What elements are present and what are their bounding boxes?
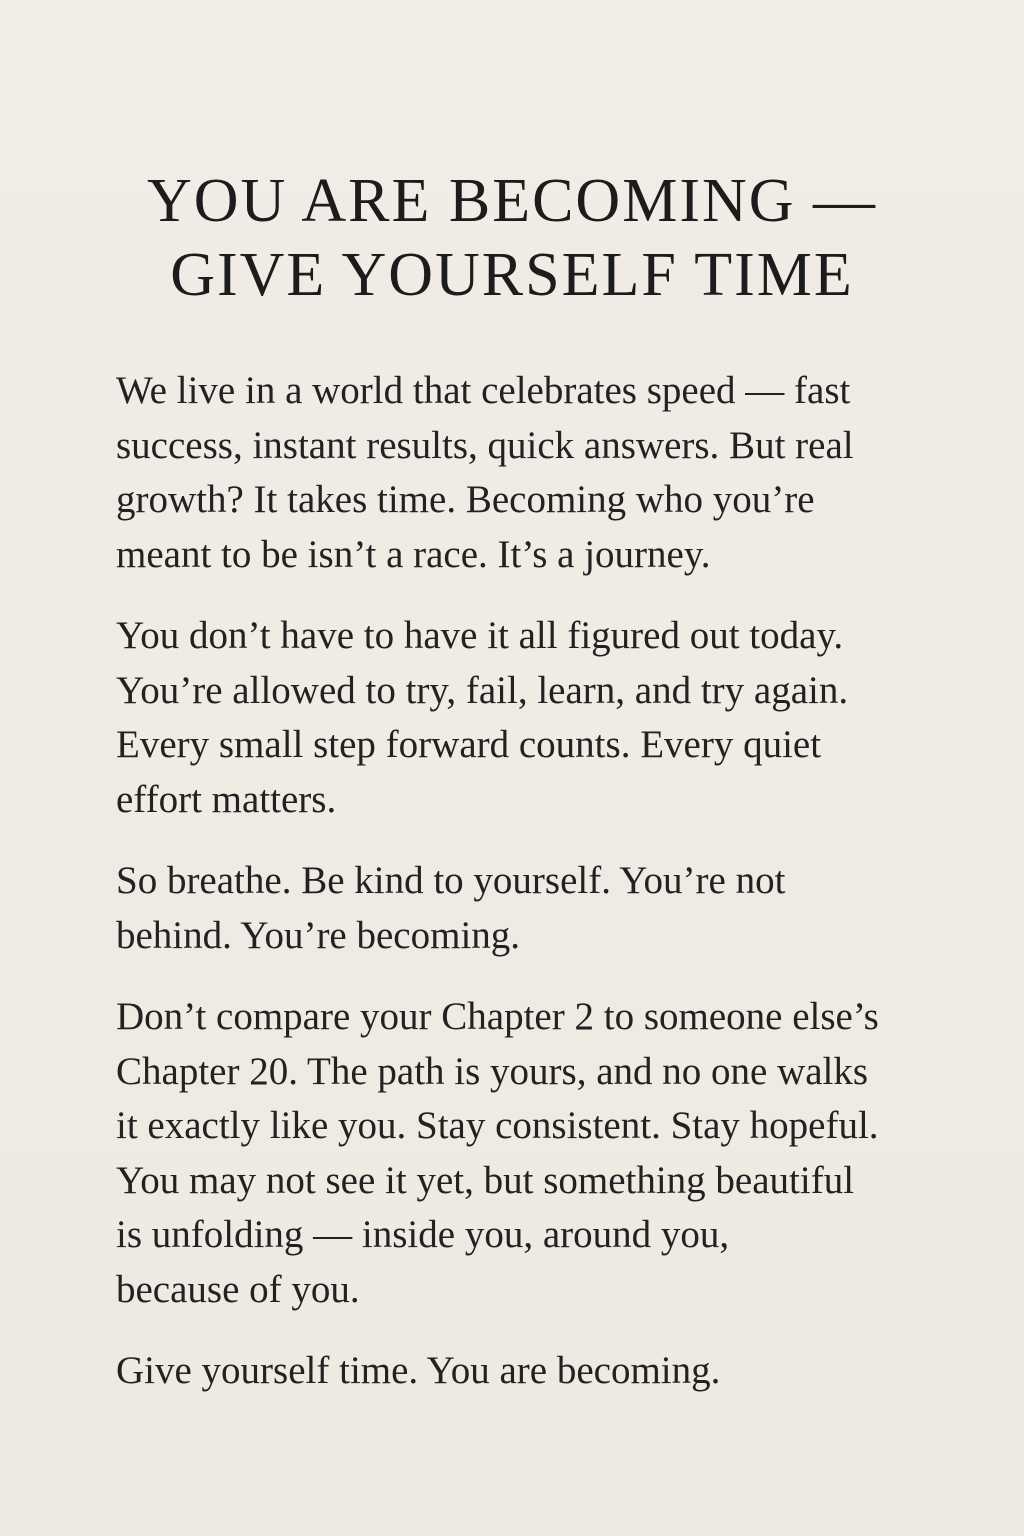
- text-line: You’re allowed to try, fail, learn, and try again.: [116, 668, 849, 712]
- text-line: growth? It takes time. Becoming who you’re: [116, 478, 815, 521]
- text-line: You don’t have to have it all figured out today.: [116, 614, 844, 657]
- text-line: it exactly like you. Stay consistent. Stay hopeful.: [116, 1104, 879, 1147]
- paragraph: [116, 364, 956, 582]
- title-line: GIVE YOURSELF TIME: [170, 241, 854, 309]
- text-line: effort matters.: [116, 777, 337, 821]
- text-line: meant to be isn’t a race. It’s a journey.: [116, 532, 711, 576]
- text-line: success, instant results, quick answers. But real: [116, 423, 854, 467]
- text-line: Chapter 20. The path is yours, and no one walks: [116, 1049, 869, 1093]
- paragraph: [116, 609, 956, 827]
- text-line: Every small step forward counts. Every quiet: [116, 723, 822, 766]
- text-line: You may not see it yet, but something beautiful: [116, 1158, 855, 1202]
- text-line: because of you.: [116, 1267, 360, 1311]
- title-line: YOU ARE BECOMING —: [146, 167, 878, 235]
- text-line: is unfolding — inside you, around you,: [116, 1213, 730, 1256]
- paragraph: [116, 854, 956, 963]
- text-line: We live in a world that celebrates speed — fast: [116, 369, 851, 412]
- text-line: So breathe. Be kind to yourself. You’re not: [116, 859, 786, 902]
- text-line: Give yourself time. You are becoming.: [116, 1349, 721, 1392]
- body-text: [116, 364, 956, 1426]
- page-title: [0, 164, 1024, 312]
- text-line: behind. You’re becoming.: [116, 913, 521, 957]
- paragraph: [116, 990, 956, 1317]
- paragraph: [116, 1344, 956, 1399]
- text-line: Don’t compare your Chapter 2 to someone else’s: [116, 995, 879, 1038]
